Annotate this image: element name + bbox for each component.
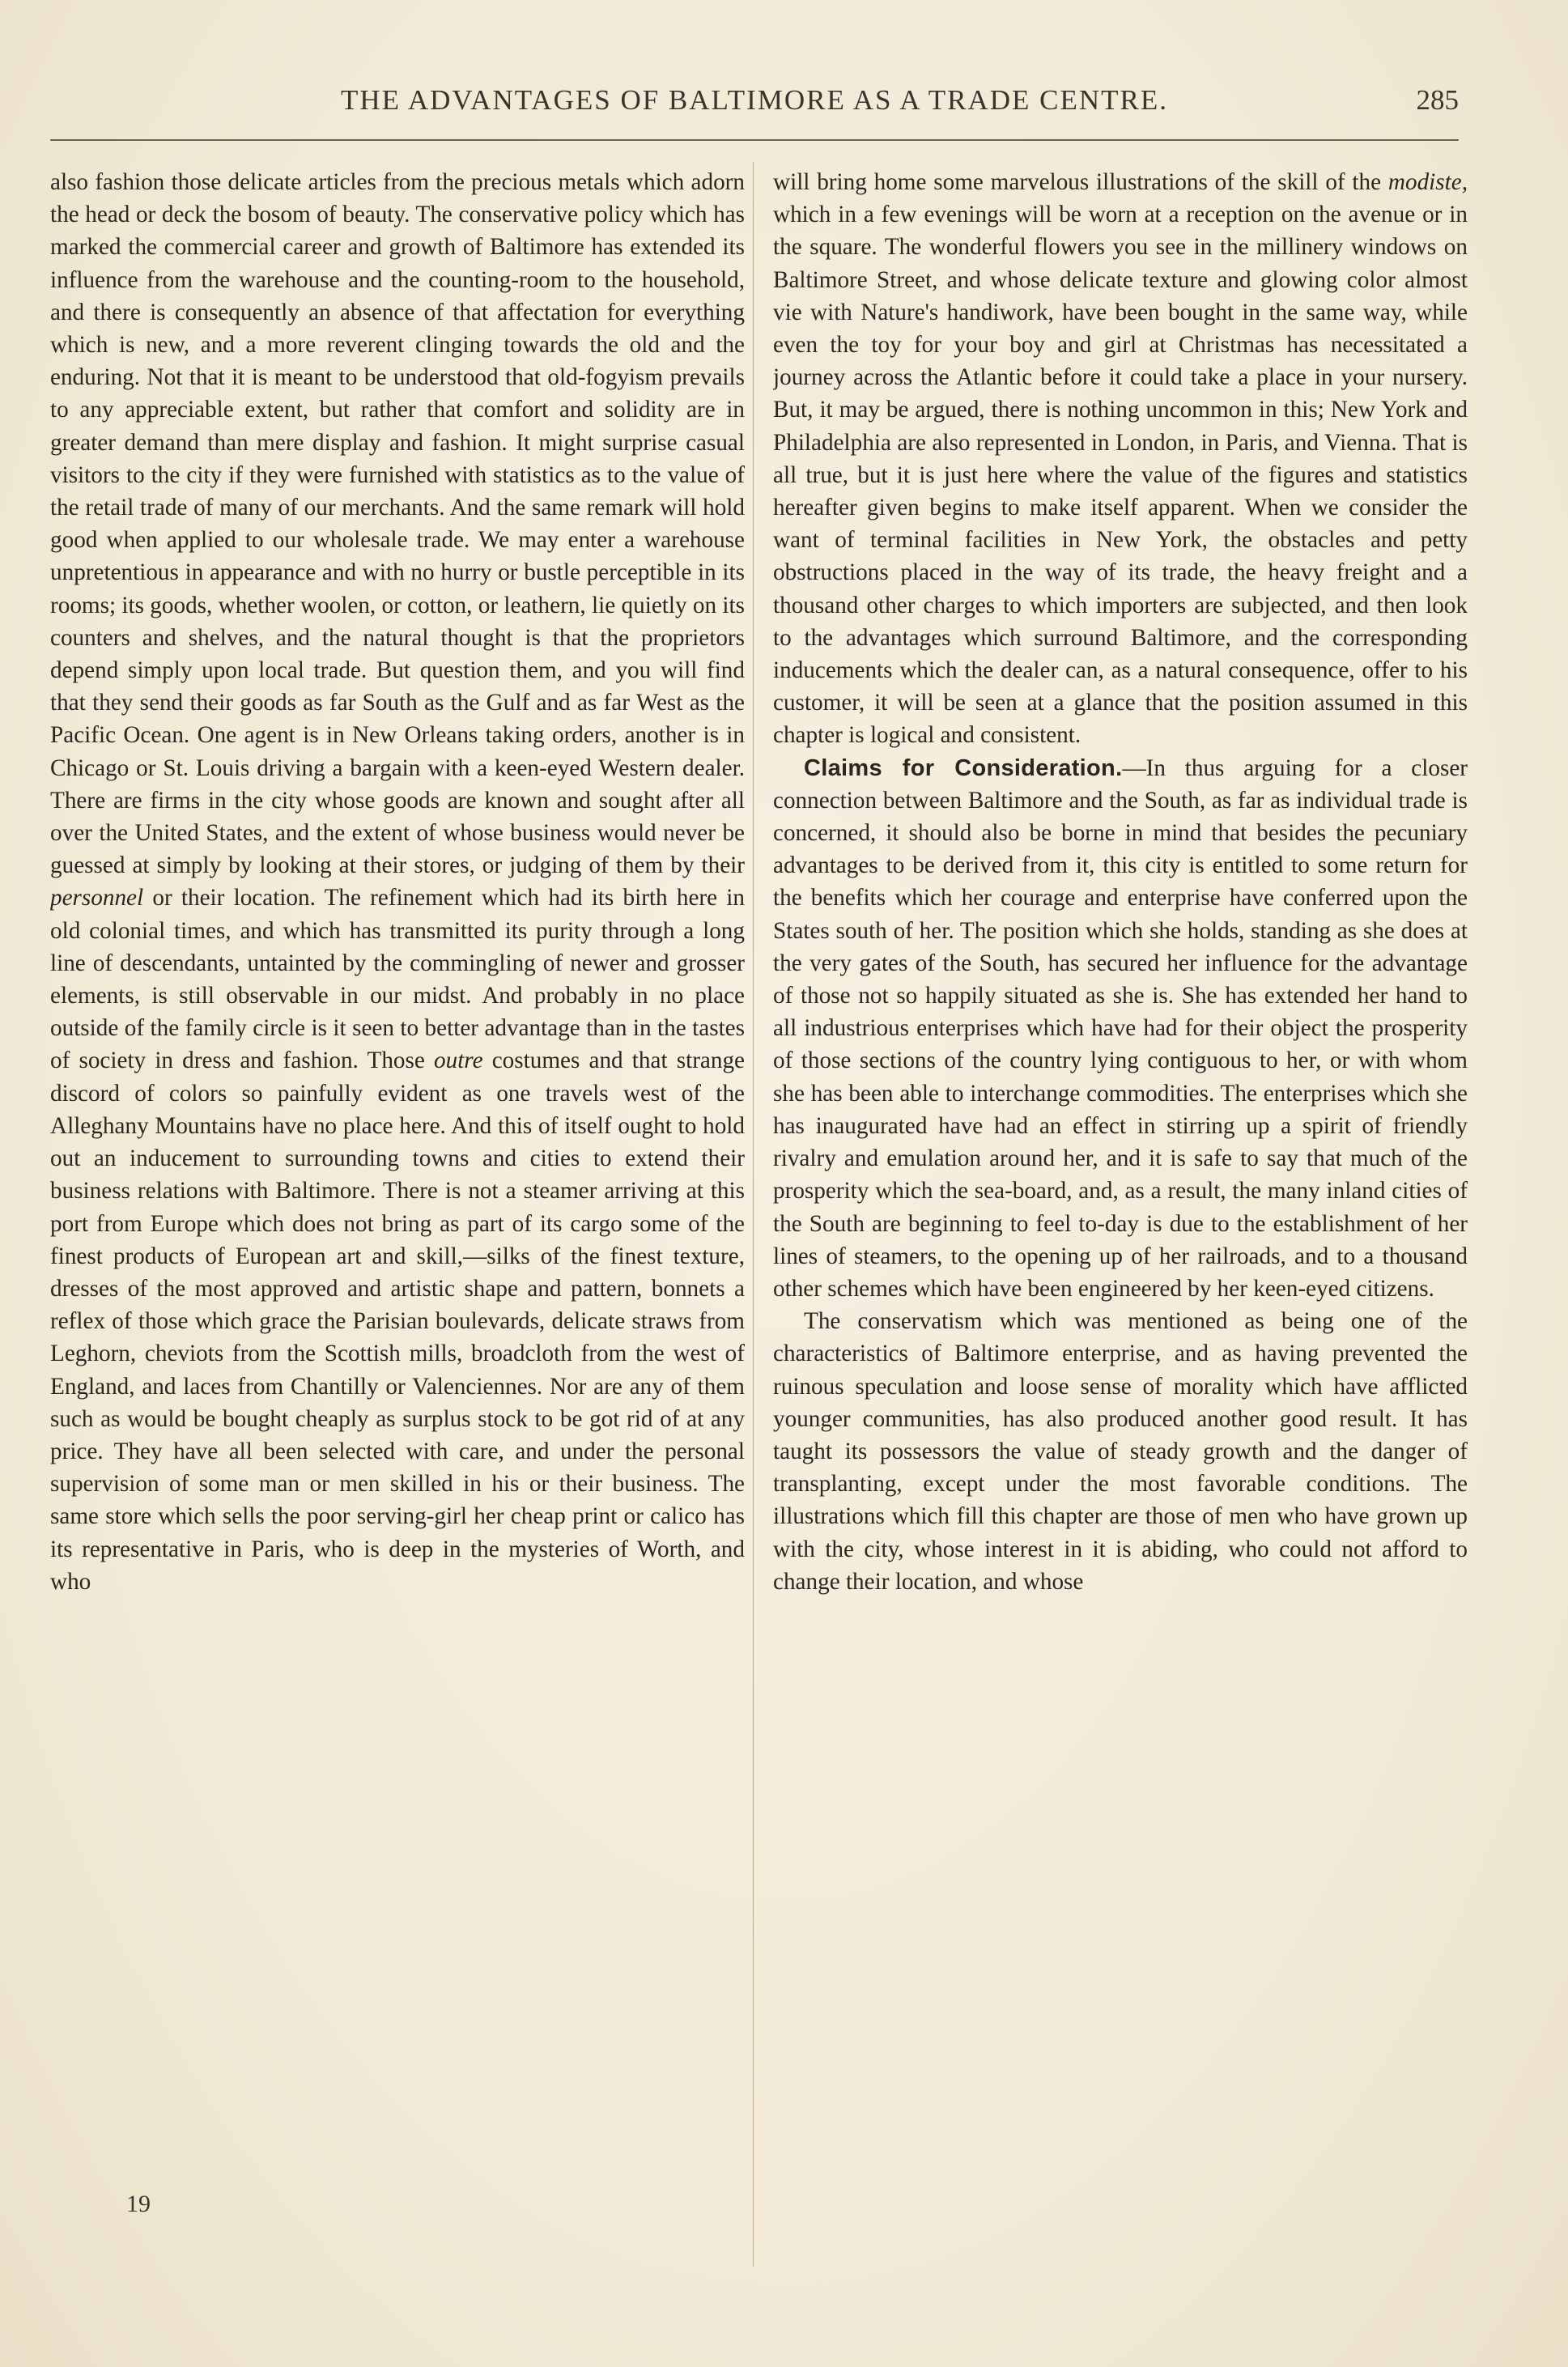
right-paragraph-2 [773,752,1468,1305]
italic-modiste: modiste, [1387,169,1468,195]
column-divider [753,162,754,2267]
right-column [773,166,1468,2157]
left-column [50,166,745,2157]
italic-outre: outre [434,1048,483,1074]
header-rule [50,139,1459,141]
right-paragraph-3 [773,1305,1468,1598]
right-paragraph-1 [773,166,1468,752]
left-paragraph [50,166,745,1598]
italic-personnel: personnel [50,885,144,912]
left-text-a: also fashion those delicate articles from the precious metals which adorn the head or deck the bosom of beauty. The conservative policy which has marked the commercial career and growth of Baltimore has extended its influence from the warehouse and the counting-room to the household, and there is consequently an absence of that affectation for everything which is new, and a more reverent clinging towards the old and the enduring. Not that it is meant to be understood that old-fogyism prevails to any appreciable extent, but rather that comfort and solidity are in greater demand than mere display and fashion. It might surprise casual visitors to the city if they were furnished with statistics as to the value of the retail trade of many of our merchants. And the same remark will hold good when applied to our wholesale trade. We may enter a warehouse unpretentious in appearance and with no hurry or bustle perceptible in its rooms; its goods, whether woolen, or cotton, or leathern, lie quietly on its counters and shelves, and the natural thought is that the proprietors depend simply upon local trade. But question them, and you will find that they send their goods as far South as the Gulf and as far West as the Pacific Ocean. One agent is in New Orleans taking orders, another is in Chicago or St. Louis driving a bargain with a keen-eyed Western dealer. There are firms in the city whose goods are known and sought after all over the United States, and the extent of whose business would never be guessed at simply by looking at their stores, or judging of them by their [50,169,745,879]
section-body: —In thus arguing for a closer connection between Baltimore and the South, as far as individual trade is concerned, it should also be borne in mind that besides the pecuniary advantages to be derived from it, this city is entitled to some return for the benefits which her courage and enterprise have conferred upon the States south of her. The position which she holds, standing as she does at the very gates of the South, has secured her influence for the advantage of those not so happily situated as she is. She has extended her hand to all industrious enterprises which have had for their object the prosperity of those sections of the country lying contiguous to her, or with whom she has been able to interchange commodities. The enterprises which she has inaugurated have had an effect in stirring up a spirit of friendly rivalry and emulation around her, and it is safe to say that much of the prosperity which the sea-board, and, as a result, the many inland cities of the South are beginning to feel to-day is due to the establishment of her lines of steamers, to the opening up of her railroads, and to a thousand other schemes which have been engineered by her keen-eyed citizens. [773,754,1468,1302]
running-head: THE ADVANTAGES OF BALTIMORE AS A TRADE CENTRE. [341,84,1168,116]
page-header [50,84,1459,133]
left-text-c: costumes and that strange discord of colors so painfully evident as one travels west of the Alleghany Mountains have no place here. And this of itself ought to hold out an inducement to surrounding towns and cities to extend their business relations with Baltimore. There is not a steamer arriving at this port from Europe which does not bring as part of its cargo some of the finest products of European art and skill,—silks of the finest texture, dresses of the most approved and artistic shape and pattern, bonnets a reflex of those which grace the Parisian boulevards, delicate straws from Leghorn, cheviots from the Scottish mills, broadcloth from the west of England, and laces from Chantilly or Valenciennes. Nor are any of them such as would be bought cheaply as surplus stock to be got rid of at any price. They have all been selected with care, and under the personal supervision of some man or men skilled in his or their business. The same store which sells the poor serving-girl her cheap print or calico has its representative in Paris, who is deep in the mysteries of Worth, and who [50,1048,745,1595]
page-number: 285 [1416,84,1459,116]
section-heading: Claims for Consideration. [804,754,1123,781]
right-text-c: The conservatism which was mentioned as being one of the characteristics of Baltimore enterprise, and as having prevented the ruinous speculation and loose sense of morality which have afflicted younger communities, has also produced another good result. It has taught its possessors the value of steady growth and the danger of transplanting, except under the most favorable conditions. The illustrations which fill this chapter are those of men who have grown up with the city, whose interest in it is abiding, who could not afford to change their location, and whose [773,1308,1468,1595]
right-text-b: which in a few evenings will be worn at a reception on the avenue or in the square. The wonderful flowers you see in the millinery windows on Baltimore Street, and whose delicate texture and glowing color almost vie with Nature's handiwork, have been bought in the same way, while even the toy for your boy and girl at Christmas has necessitated a journey across the Atlantic before it could take a place in your nursery. But, it may be argued, there is nothing uncommon in this; New York and Philadelphia are also represented in London, in Paris, and Vienna. That is all true, but it is just here where the value of the figures and statistics hereafter given begins to make itself apparent. When we consider the want of terminal facilities in New York, the obstacles and petty obstructions placed in the way of its trade, the heavy freight and a thousand other charges to which importers are subjected, and then look to the advantages which surround Baltimore, and the corresponding inducements which the dealer can, as a natural consequence, offer to his customer, it will be seen at a glance that the position assumed in this chapter is logical and consistent. [773,202,1468,749]
right-text-a: will bring home some marvelous illustrations of the skill of the [773,169,1382,195]
left-text-b: or their location. The refinement which had its birth here in old colonial times, and which has transmitted its purity through a long line of descendants, untainted by the commingling of newer and grosser elements, is still observable in our midst. And probably in no place outside of the family circle is it seen to better advantage than in the tastes of society in dress and fashion. Those [50,885,745,1074]
signature-mark: 19 [126,2191,151,2217]
